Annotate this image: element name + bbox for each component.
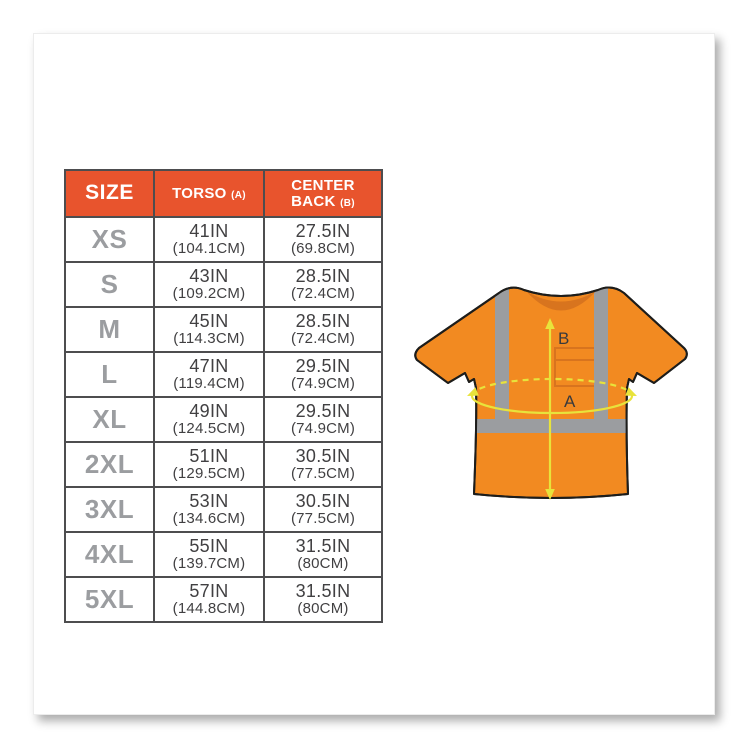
reflective-stripe-right xyxy=(594,284,608,421)
reflective-stripe-horizontal xyxy=(469,419,635,433)
table-row xyxy=(65,532,382,577)
center-back-cell: 30.5IN (77.5CM) xyxy=(264,487,382,532)
torso-cell: 49IN (124.5CM) xyxy=(154,397,264,442)
size-label: 3XL xyxy=(65,487,154,532)
center-back-cell: 27.5IN (69.8CM) xyxy=(264,217,382,262)
size-label: 4XL xyxy=(65,532,154,577)
table-row xyxy=(65,397,382,442)
table-row xyxy=(65,307,382,352)
torso-cell: 51IN (129.5CM) xyxy=(154,442,264,487)
size-label: M xyxy=(65,307,154,352)
center-back-cell: 31.5IN (80CM) xyxy=(264,532,382,577)
center-back-cell: 29.5IN (74.9CM) xyxy=(264,397,382,442)
size-label: S xyxy=(65,262,154,307)
table-row xyxy=(65,442,382,487)
torso-cell: 57IN (144.8CM) xyxy=(154,577,264,622)
table-row xyxy=(65,262,382,307)
col-header-back-sub: (B) xyxy=(340,197,355,209)
product-image-card xyxy=(33,33,715,715)
hi-vis-shirt-illustration xyxy=(411,276,711,506)
table-row xyxy=(65,577,382,622)
label-b: B xyxy=(558,329,570,348)
col-header-size: SIZE xyxy=(65,170,154,217)
center-back-cell: 28.5IN (72.4CM) xyxy=(264,262,382,307)
size-label: XL xyxy=(65,397,154,442)
size-label: XS xyxy=(65,217,154,262)
torso-cell: 55IN (139.7CM) xyxy=(154,532,264,577)
reflective-stripe-left xyxy=(495,284,509,421)
torso-cell: 45IN (114.3CM) xyxy=(154,307,264,352)
torso-cell: 41IN (104.1CM) xyxy=(154,217,264,262)
col-header-torso-sub: (A) xyxy=(231,189,246,201)
col-header-back-line1: CENTER xyxy=(291,176,355,194)
table-row xyxy=(65,487,382,532)
table-row xyxy=(65,352,382,397)
size-label: 5XL xyxy=(65,577,154,622)
col-header-center-back xyxy=(264,170,382,217)
size-chart-table xyxy=(64,169,383,623)
center-back-cell: 29.5IN (74.9CM) xyxy=(264,352,382,397)
col-header-back-line2: BACK xyxy=(291,192,336,210)
center-back-cell: 28.5IN (72.4CM) xyxy=(264,307,382,352)
size-chart-header xyxy=(65,170,382,217)
col-header-torso-label: TORSO xyxy=(172,184,227,202)
size-label: L xyxy=(65,352,154,397)
shirt-measurement-diagram xyxy=(411,276,711,506)
label-a: A xyxy=(564,392,576,411)
torso-cell: 43IN (109.2CM) xyxy=(154,262,264,307)
size-label: 2XL xyxy=(65,442,154,487)
center-back-cell: 31.5IN (80CM) xyxy=(264,577,382,622)
torso-cell: 53IN (134.6CM) xyxy=(154,487,264,532)
center-back-cell: 30.5IN (77.5CM) xyxy=(264,442,382,487)
table-row xyxy=(65,217,382,262)
col-header-torso xyxy=(154,170,264,217)
torso-cell: 47IN (119.4CM) xyxy=(154,352,264,397)
